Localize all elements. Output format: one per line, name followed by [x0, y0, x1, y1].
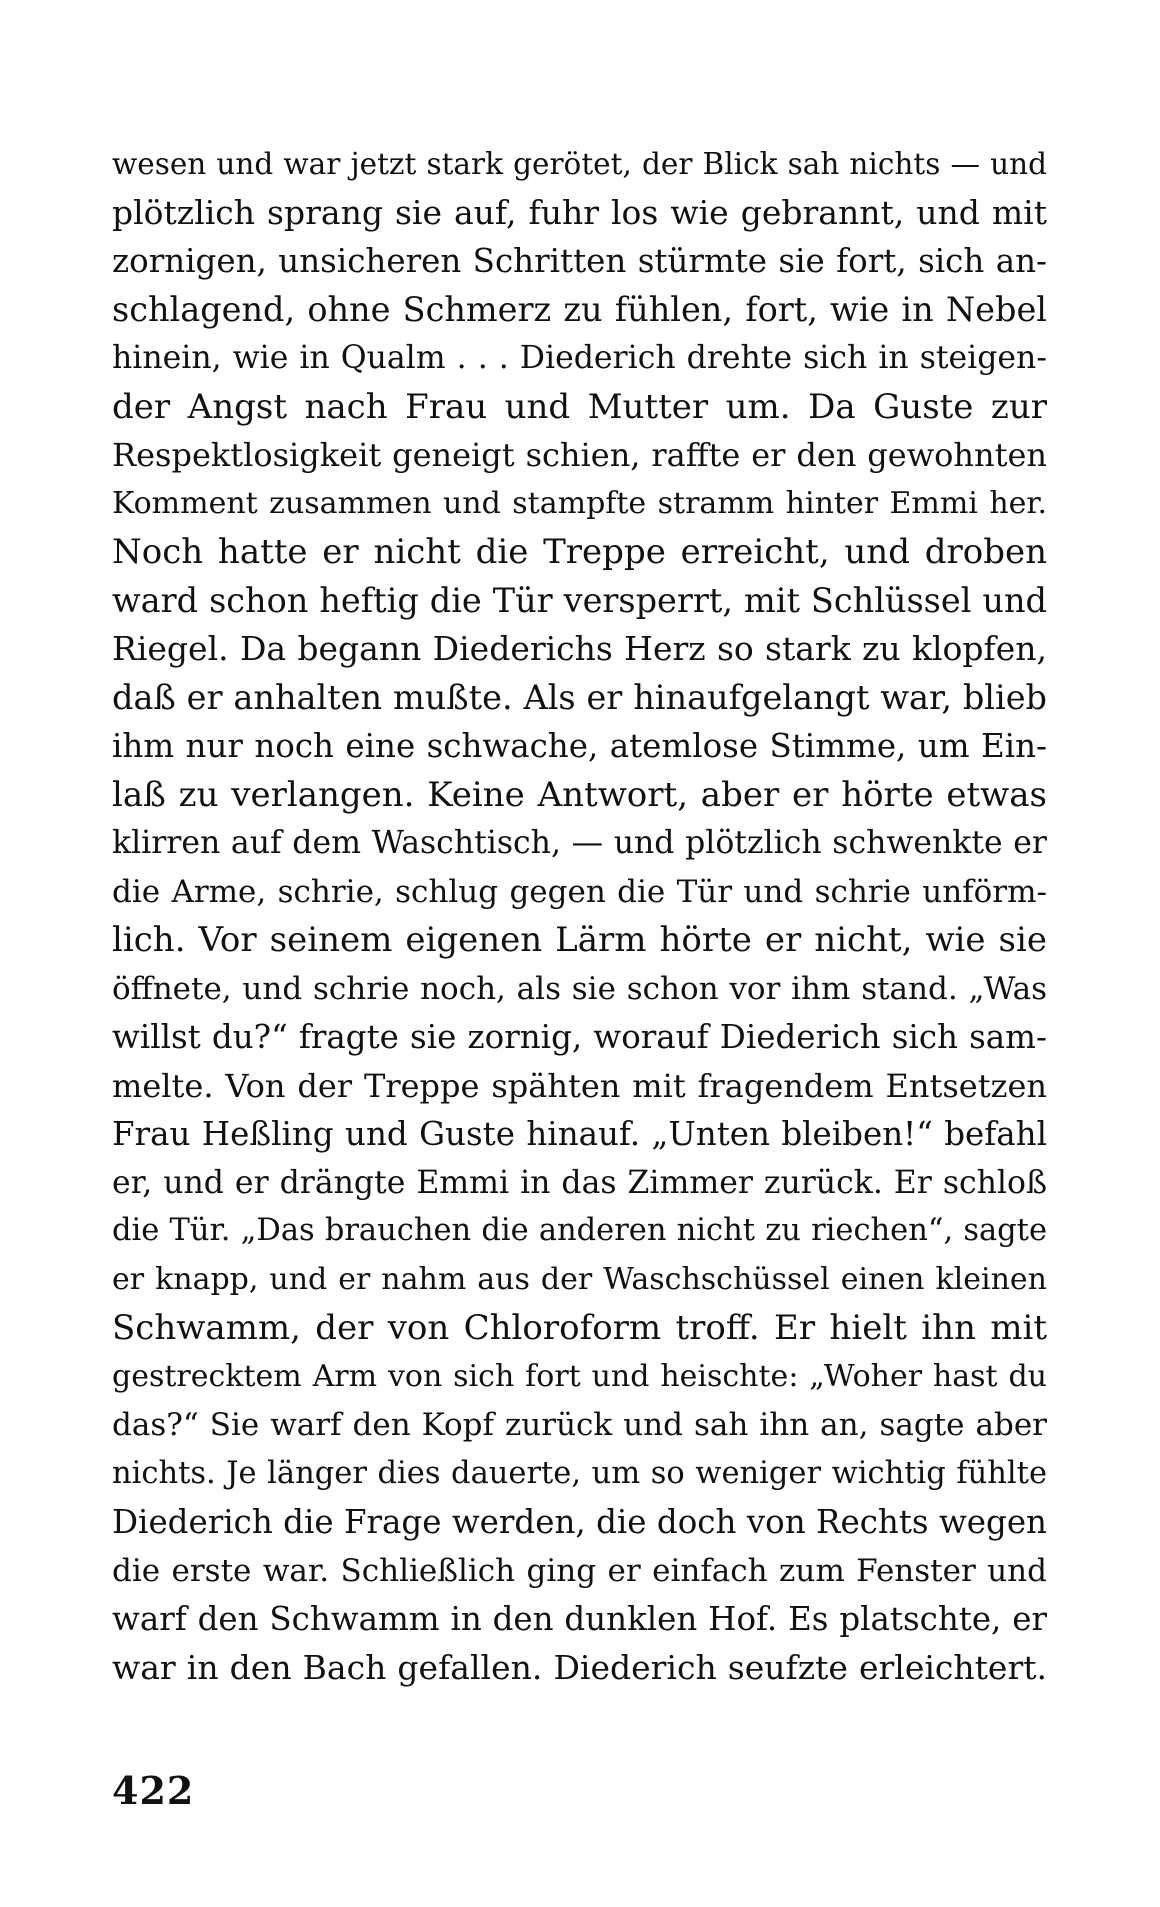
text-line: ihm nur noch eine schwache, atemlose Stimme, um Ein-: [112, 727, 1047, 765]
text-line: gestrecktem Arm von sich fort und heischte: „Woher hast du: [112, 1358, 1047, 1394]
text-line: war in den Bach gefallen. Diederich seufzte erleichtert.: [112, 1647, 1047, 1687]
text-line: warf den Schwamm in den dunklen Hof. Es platschte, er: [112, 1600, 1047, 1638]
text-line: der Angst nach Frau und Mutter um. Da Guste zur: [112, 386, 1047, 427]
text-line: laß zu verlangen. Keine Antwort, aber er hörte etwas: [112, 774, 1047, 815]
text-line: die erste war. Schließlich ging er einfach zum Fenster und: [112, 1552, 1047, 1589]
text-line: melte. Von der Treppe spähten mit fragendem Entsetzen: [112, 1066, 1047, 1105]
text-line: nichts. Je länger dies dauerte, um so weniger wichtig fühlte: [112, 1455, 1047, 1491]
text-line: klirren auf dem Waschtisch, — und plötzlich schwenkte er: [112, 825, 1047, 861]
text-line: willst du?“ fragte sie zornig, worauf Diederich sich sam-: [112, 1018, 1047, 1056]
text-line: die Tür. „Das brauchen die anderen nicht zu riechen“, sagte: [112, 1213, 1047, 1248]
text-line: Diederich die Frage werden, die doch von Rechts wegen: [112, 1503, 1047, 1541]
text-line: er, und er drängte Emmi in das Zimmer zurück. Er schloß: [112, 1164, 1047, 1201]
text-line: Schwamm, der von Chloroform troff. Er hielt ihn mit: [112, 1308, 1047, 1348]
text-line: daß er anhalten mußte. Als er hinaufgelangt war, blieb: [112, 677, 1047, 717]
text-line: öffnete, und schrie noch, als sie schon vor ihm stand. „Was: [112, 970, 1047, 1007]
text-line: Komment zusammen und stampfte stramm hinter Emmi her.: [112, 485, 1047, 521]
text-line: das?“ Sie warf den Kopf zurück und sah ihn an, sagte aber: [112, 1407, 1047, 1443]
body-text: [112, 140, 1047, 1692]
text-line: zornigen, unsicheren Schritten stürmte sie fort, sich an-: [112, 242, 1047, 280]
text-line: Respektlosigkeit geneigt schien, raffte er den gewohnten: [112, 436, 1047, 474]
text-line: Frau Heßling und Guste hinauf. „Unten bleiben!“ befahl: [112, 1115, 1047, 1153]
text-line: plötzlich sprang sie auf, fuhr los wie gebrannt, und mit: [112, 192, 1047, 232]
text-line: er knapp, und er nahm aus der Waschschüssel einen kleinen: [112, 1261, 1047, 1297]
text-line: die Arme, schrie, schlug gegen die Tür und schrie unförm-: [112, 873, 1047, 910]
text-line: Noch hatte er nicht die Treppe erreicht, und droben: [112, 532, 1047, 572]
text-line: lich. Vor seinem eigenen Lärm hörte er nicht, wie sie: [112, 920, 1047, 960]
text-line: ward schon heftig die Tür versperrt, mit Schlüssel und: [112, 580, 1047, 620]
text-line: schlagend, ohne Schmerz zu fühlen, fort, wie in Nebel: [112, 289, 1047, 329]
text-line: wesen und war jetzt stark gerötet, der Blick sah nichts — und: [112, 147, 1047, 181]
text-line: hinein, wie in Qualm . . . Diederich drehte sich in steigen-: [112, 340, 1047, 376]
text-line: Riegel. Da begann Diederichs Herz so stark zu klopfen,: [112, 629, 1047, 668]
page-number: 422: [112, 1768, 195, 1813]
